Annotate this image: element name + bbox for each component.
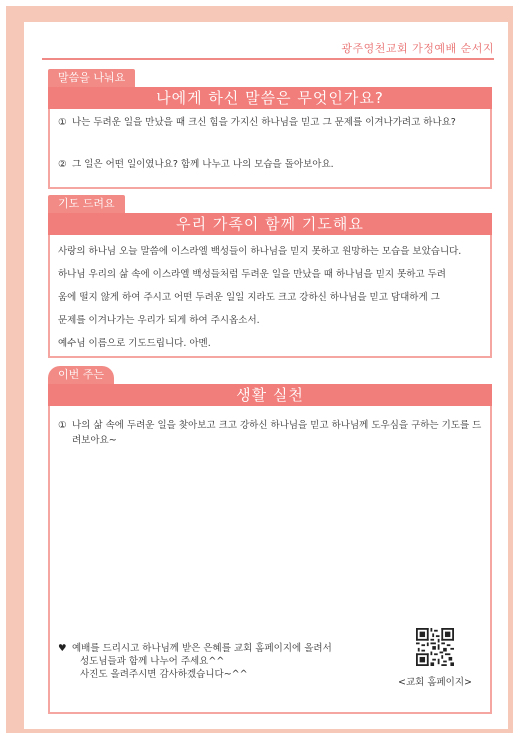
prayer-line: 예수님 이름으로 기도드립니다. 아멘. — [58, 338, 211, 349]
header-rule — [42, 58, 494, 60]
note-line: 성도님들과 함께 나누어 주세요^^ — [80, 656, 225, 667]
practice-box — [48, 406, 492, 714]
section-tab: 기도 드려요 — [48, 195, 125, 213]
qr-code-icon[interactable] — [416, 628, 454, 666]
prayer-box — [48, 235, 492, 358]
church-note — [58, 642, 368, 681]
section-tab: 말씀을 나눠요 — [48, 69, 135, 87]
qr-block — [390, 628, 480, 688]
question-box — [48, 109, 492, 189]
section-prayer — [48, 195, 492, 360]
question-item — [58, 115, 482, 130]
qr-label: <교회 홈페이지> — [397, 677, 472, 688]
item-number: ① — [58, 117, 67, 128]
prayer-line: 움에 떨지 않게 하여 주시고 어떤 두려운 일일 지라도 크고 강하신 하나님을 믿고 담대하게 그 — [58, 292, 440, 303]
section-word-sharing — [48, 69, 492, 189]
heart-icon: ♥ — [58, 643, 67, 654]
section-banner: 우리 가족이 함께 기도해요 — [48, 213, 492, 235]
section-banner: 나에게 하신 말씀은 무엇인가요? — [48, 87, 492, 109]
item-number: ② — [58, 159, 67, 170]
section-banner: 생활 실천 — [48, 384, 492, 406]
header-title: 광주영천교회 가정예배 순서지 — [341, 42, 494, 55]
section-practice — [48, 366, 492, 714]
item-text: 그 일은 어떤 일이였나요? 함께 나누고 나의 모습을 돌아보아요. — [72, 159, 334, 170]
question-item — [58, 157, 482, 172]
note-line: 예배를 드리시고 하나님께 받은 은혜를 교회 홈페이지에 올려서 — [72, 643, 332, 654]
prayer-line: 하나님 우리의 삶 속에 이스라엘 백성들처럼 두려운 일을 만났을 때 하나님을 믿지 못하고 두려 — [58, 269, 446, 280]
page — [24, 22, 508, 729]
prayer-line: 사랑의 하나님 오늘 말씀에 이스라엘 백성들이 하나님을 믿지 못하고 원망하는 모습을 보았습니다. — [58, 246, 462, 257]
item-text: 나의 삶 속에 두려운 일을 찾아보고 크고 강하신 하나님을 믿고 하나님께 도우심을 구하는 기도를 드려보아요~ — [72, 420, 482, 446]
item-text: 나는 두려운 일을 만났을 때 크신 힘을 가지신 하나님을 믿고 그 문제를 이겨나가려고 하나요? — [72, 117, 456, 128]
practice-item — [58, 418, 482, 448]
prayer-line: 문제를 이겨나가는 우리가 되게 하여 주시옵소서. — [58, 315, 260, 326]
item-number: ① — [58, 420, 67, 431]
section-tab: 이번 주는 — [48, 366, 114, 384]
page-frame — [6, 6, 513, 733]
note-line: 사진도 올려주시면 감사하겠습니다~^^ — [80, 669, 248, 680]
